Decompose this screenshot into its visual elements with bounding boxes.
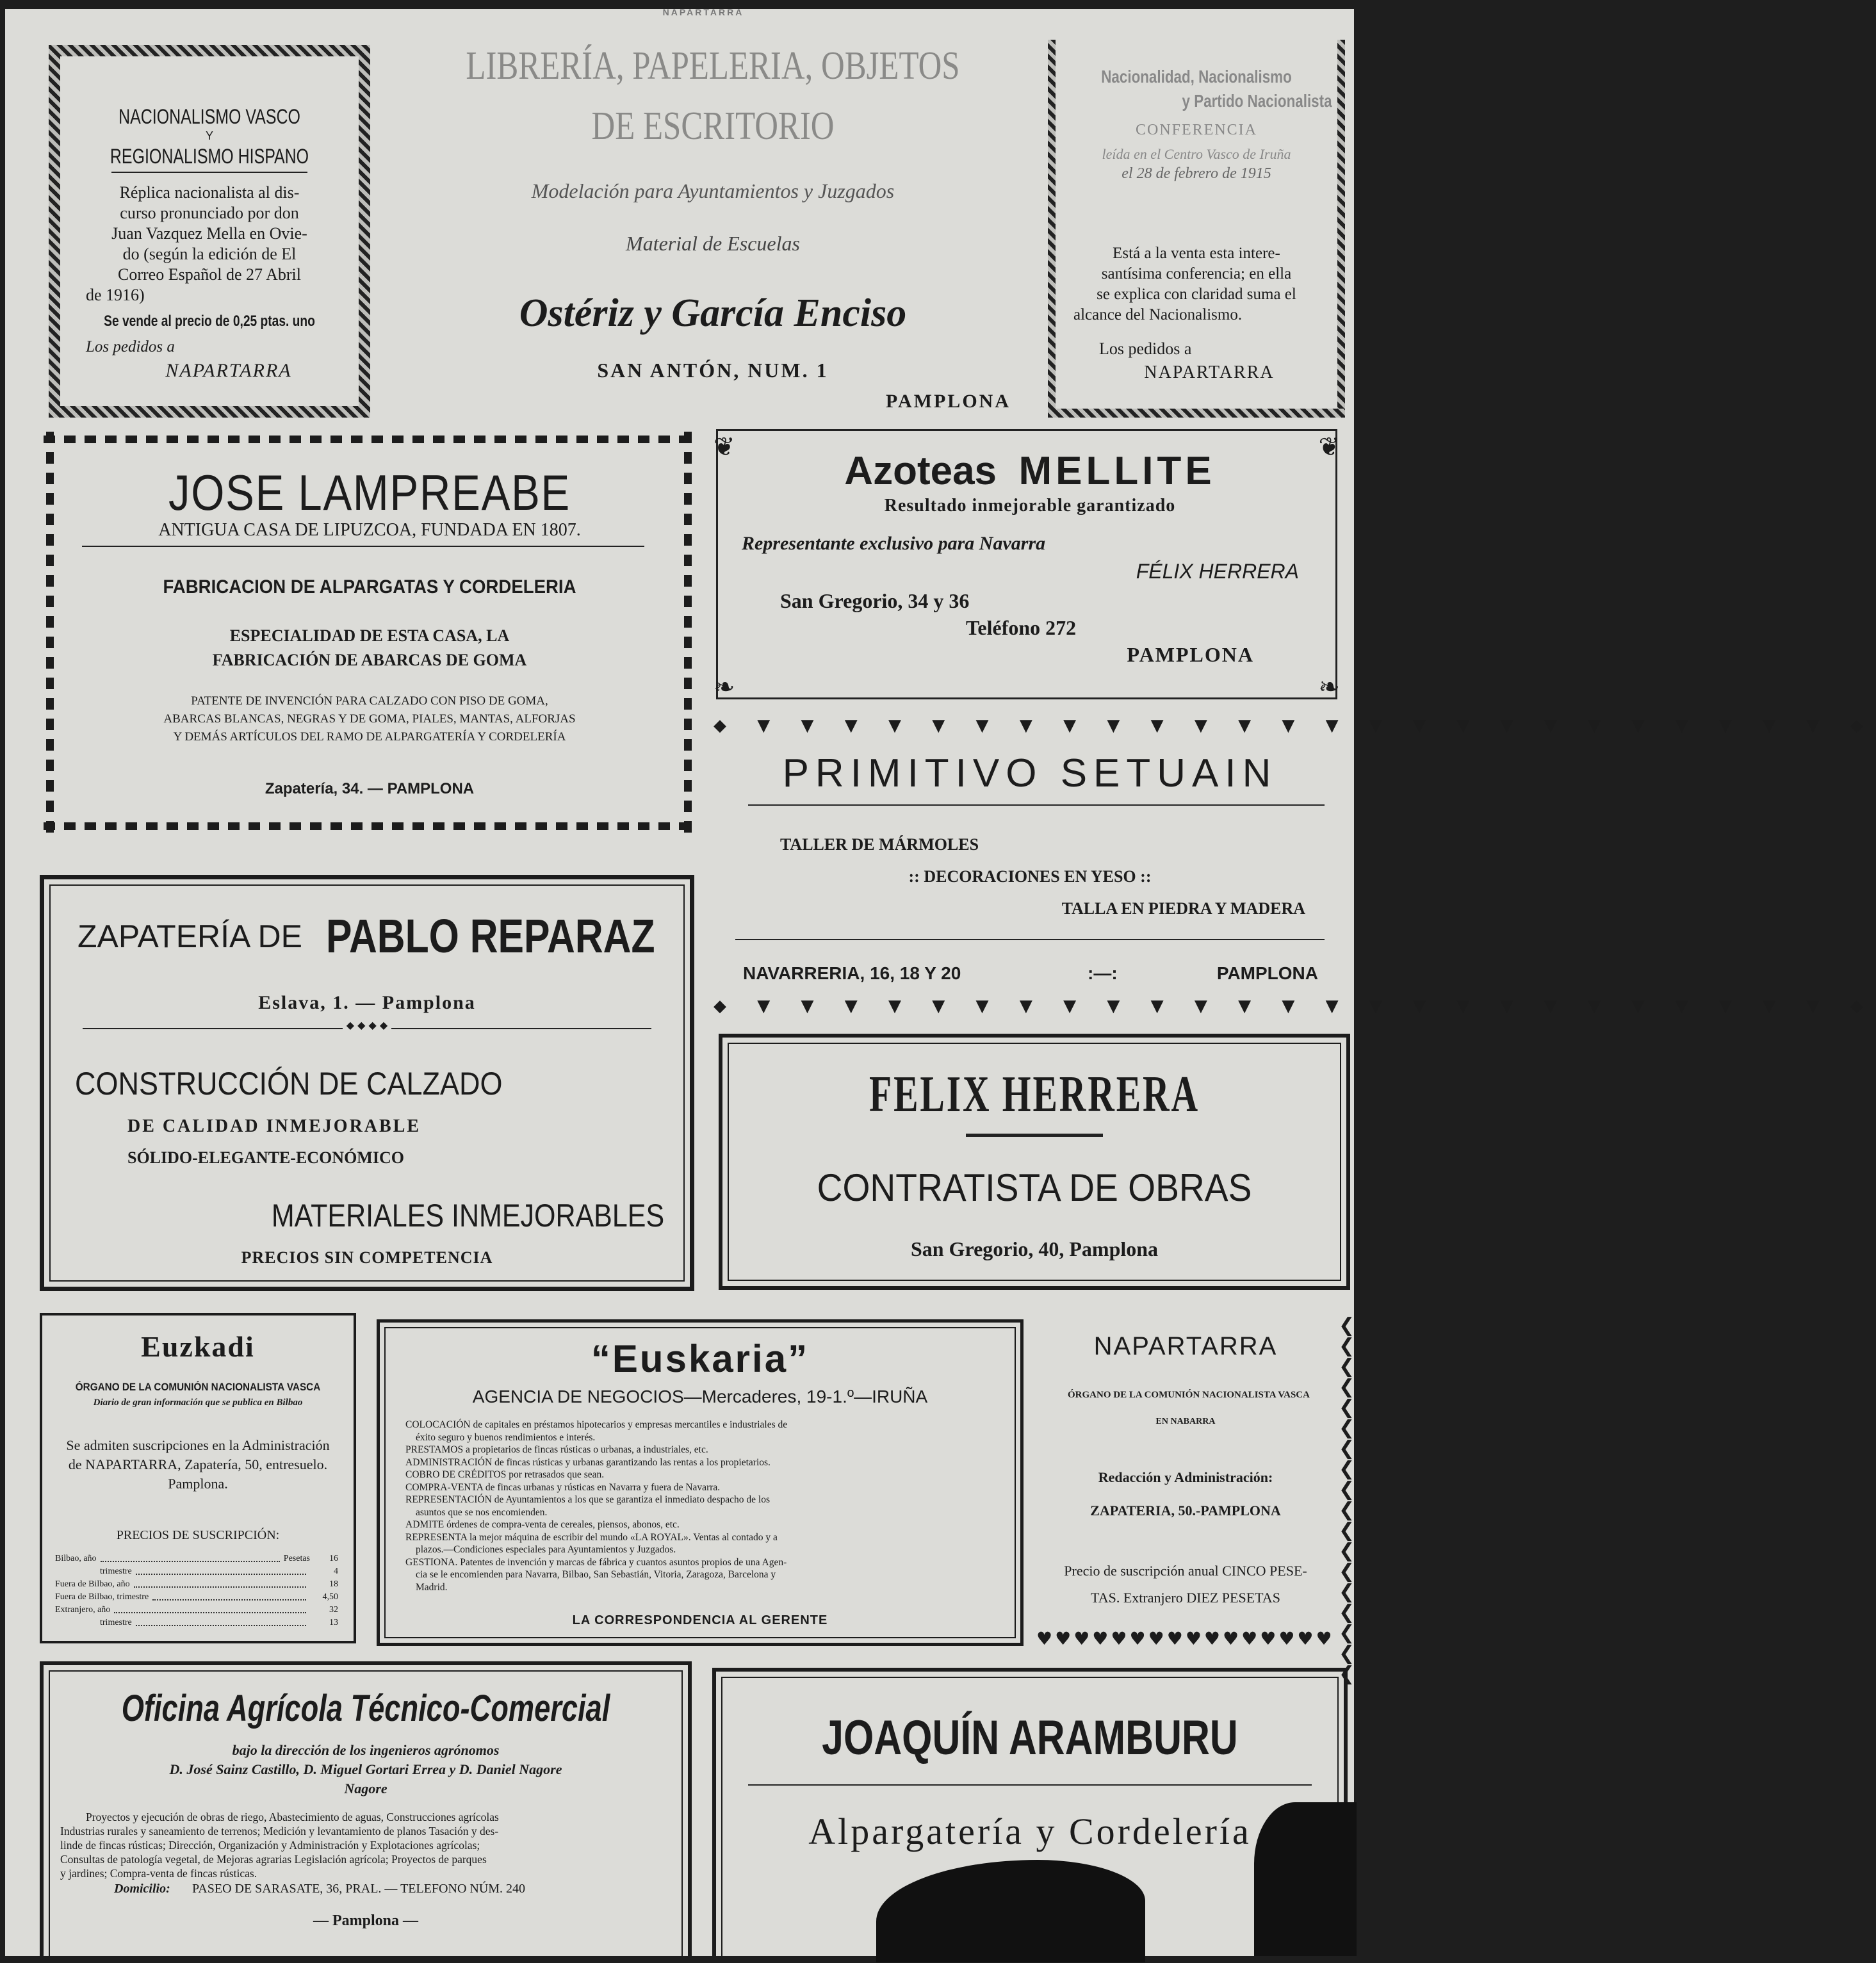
ad-nacionalismo-body-4: do (según la edición de El bbox=[122, 245, 297, 263]
ad-euskaria-items bbox=[405, 1419, 1001, 1593]
service-line: asuntos que se nos encomienden. bbox=[416, 1506, 548, 1518]
price-row bbox=[55, 1604, 338, 1617]
ad-reparaz-heading: CONSTRUCCIÓN DE CALZADO bbox=[75, 1066, 503, 1102]
ad-reparaz-sub-1: DE CALIDAD INMEJORABLE bbox=[127, 1116, 421, 1136]
ad-aramburu-rule bbox=[748, 1784, 1312, 1786]
ad-libreria-line-2: Material de Escuelas bbox=[626, 232, 800, 255]
service-line: REPRESENTA la mejor máquina de escribir del mundo «LA ROYAL». Ventas al contado y a bbox=[405, 1531, 778, 1543]
ad-lampreabe-patent-3: Y DEMÁS ARTÍCULOS DEL RAMO DE ALPARGATERÍA Y CORDELERÍA bbox=[173, 730, 566, 744]
ad-herrera-address: San Gregorio, 40, Pamplona bbox=[910, 1237, 1159, 1260]
price-value: 4 bbox=[334, 1567, 338, 1576]
ad-lampreabe-patent-2: ABARCAS BLANCAS, NEGRAS Y DE GOMA, PIALES, MANTAS, ALFORJAS bbox=[163, 712, 576, 726]
service-line: plazos.—Condiciones especiales para Ayuntamientos y Juzgados. bbox=[416, 1544, 676, 1555]
ad-napartarra-redaccion: Redacción y Administración: bbox=[1098, 1469, 1273, 1485]
ad-conferencia-read-1: leída en el Centro Vasco de Iruña bbox=[1102, 146, 1291, 162]
ad-nacionalismo-rule bbox=[111, 172, 307, 173]
ad-mellite-brand bbox=[710, 448, 1350, 494]
flourish-icon: ❧ bbox=[1318, 672, 1340, 701]
body-line: linde de fincas rústicas; Dirección, Organización y Administración y Explotaciones agrícolas; bbox=[60, 1839, 480, 1852]
price-row bbox=[55, 1578, 338, 1591]
diamond-ornament-icon bbox=[44, 1019, 690, 1031]
body-line: y jardines; Compra-venta de fincas rústicas. bbox=[60, 1867, 257, 1880]
ad-setuain-line-1: TALLER DE MÁRMOLES bbox=[780, 835, 979, 854]
scan-damage bbox=[1254, 1802, 1357, 1956]
ad-setuain-line-3: TALLA EN PIEDRA Y MADERA bbox=[1061, 899, 1305, 918]
ad-conferencia-to: NAPARTARRA bbox=[1144, 362, 1275, 382]
ad-herrera-rule bbox=[966, 1134, 1103, 1137]
ad-napartarra-price-1: Precio de suscripción anual CINCO PESE- bbox=[1064, 1563, 1307, 1579]
ad-mellite-brand-2: MELLITE bbox=[1018, 449, 1216, 493]
service-line: cia se le encomienden para Navarra, Bilbao, San Sebastián, Vitoria, Zaragoza, Barcelona y bbox=[416, 1569, 776, 1580]
ad-libreria-name: Ostériz y García Enciso bbox=[519, 291, 907, 335]
ad-euzkadi-prices-title: PRECIOS DE SUSCRIPCIÓN: bbox=[116, 1528, 280, 1542]
service-line: éxito seguro y buenos rendimientos e interés. bbox=[416, 1431, 596, 1443]
ad-lampreabe-special-2: FABRICACIÓN DE ABARCAS DE GOMA bbox=[212, 651, 527, 669]
price-value: 4,50 bbox=[322, 1592, 338, 1602]
service-line: ADMINISTRACIÓN de fincas rústicas y urbanas garantizando las rentas a los propietarios. bbox=[405, 1456, 771, 1468]
ad-nacionalismo-to: NAPARTARRA bbox=[165, 360, 292, 381]
ad-euzkadi bbox=[40, 1313, 356, 1643]
price-value: 18 bbox=[329, 1579, 338, 1589]
ad-oficina-title: Oficina Agrícola Técnico-Comercial bbox=[121, 1688, 610, 1729]
ad-euzkadi-subs-2: de NAPARTARRA, Zapatería, 50, entresuelo. bbox=[68, 1456, 328, 1472]
ad-reparaz-sub-2: SÓLIDO-ELEGANTE-ECONÓMICO bbox=[127, 1148, 404, 1167]
price-label: trimestre bbox=[100, 1567, 132, 1576]
ad-herrera-name: FELIX HERRERA bbox=[869, 1066, 1200, 1123]
ad-libreria-title-2: DE ESCRITORIO bbox=[591, 104, 835, 148]
price-row bbox=[55, 1617, 338, 1629]
ad-setuain-border-bottom: ◆ ▼ ▼ ▼ ▼ ▼ ▼ ▼ ▼ ▼ ▼ ▼ ▼ ▼ ▼ ▼ ▼ ▼ ▼ ▼ ▼ ▼ ▼ ▼ ▼ ▼ ◆ bbox=[714, 997, 1876, 1016]
ad-setuain-rule-2 bbox=[735, 939, 1325, 940]
price-value: 16 bbox=[329, 1554, 338, 1563]
ad-aramburu-trade: Alpargatería y Cordelería bbox=[808, 1811, 1252, 1852]
price-value: 32 bbox=[329, 1605, 338, 1615]
ad-napartarra bbox=[1036, 1314, 1355, 1685]
ad-mellite-city: PAMPLONA bbox=[1127, 643, 1254, 666]
flourish-icon: ❧ bbox=[714, 672, 735, 701]
ad-libreria-city: PAMPLONA bbox=[885, 391, 1011, 412]
service-line: COBRO DE CRÉDITOS por retrasados que sean. bbox=[405, 1469, 605, 1480]
ad-lampreabe-patent-1: PATENTE DE INVENCIÓN PARA CALZADO CON PISO DE GOMA, bbox=[191, 694, 548, 708]
service-line: COLOCACIÓN de capitales en préstamos hipotecarios y empresas mercantiles e industriales de bbox=[405, 1419, 788, 1430]
ad-euzkadi-subs-3: Pamplona. bbox=[168, 1476, 228, 1492]
ad-oficina-engineers-2: Nagore bbox=[344, 1780, 387, 1796]
price-label: Bilbao, año bbox=[55, 1554, 97, 1563]
ad-nacionalismo-title-1: NACIONALISMO VASCO bbox=[118, 105, 300, 128]
masthead-fragment: NAPARTARRA bbox=[662, 7, 744, 17]
ad-reparaz bbox=[40, 875, 694, 1291]
ad-mellite-border-bottom bbox=[716, 697, 1337, 699]
ad-lampreabe-subtitle: ANTIGUA CASA DE LIPUZCOA, FUNDADA EN 1807. bbox=[158, 520, 581, 540]
ad-herrera bbox=[719, 1034, 1350, 1290]
ad-euzkadi-daily: Diario de gran información que se publica en Bilbao bbox=[93, 1397, 303, 1408]
price-label: Extranjero, año bbox=[55, 1605, 111, 1615]
ad-libreria bbox=[389, 35, 1036, 419]
ad-nacionalismo-price: Se vende al precio de 0,25 ptas. uno bbox=[104, 313, 315, 330]
ad-lampreabe bbox=[44, 432, 696, 835]
ad-conferencia-title-1: Nacionalidad, Nacionalismo bbox=[1101, 67, 1292, 86]
price-label: trimestre bbox=[100, 1618, 132, 1627]
ad-nacionalismo-body-6: de 1916) bbox=[86, 286, 145, 304]
ad-mellite-address: San Gregorio, 34 y 36 bbox=[780, 589, 970, 612]
body-line: Industrias rurales y saneamiento de terrenos; Medición y levantamiento de planos Tasación y des- bbox=[60, 1825, 499, 1837]
ad-reparaz-prices: PRECIOS SIN COMPETENCIA bbox=[241, 1248, 493, 1267]
service-line: GESTIONA. Patentes de invención y marcas de fábrica y cuantos asuntos propios de una Agen- bbox=[405, 1556, 787, 1568]
ad-setuain-name: PRIMITIVO SETUAIN bbox=[782, 751, 1278, 795]
ad-conferencia-border-right bbox=[1337, 40, 1345, 418]
ad-lampreabe-special-1: ESPECIALIDAD DE ESTA CASA, LA bbox=[229, 626, 510, 645]
price-row bbox=[55, 1552, 338, 1565]
ad-conferencia-body-1: Está a la venta esta intere- bbox=[1113, 245, 1280, 262]
ad-reparaz-title-a: ZAPATERÍA DE bbox=[77, 918, 303, 954]
ad-oficina-direction: bajo la dirección de los ingenieros agrónomos bbox=[232, 1742, 500, 1758]
ad-setuain-sep: :—: bbox=[1088, 963, 1118, 983]
ad-euskaria-subtitle: AGENCIA DE NEGOCIOS—Mercaderes, 19-1.º—IRUÑA bbox=[472, 1387, 928, 1406]
ad-lampreabe-border-top bbox=[44, 436, 696, 443]
ad-setuain-border-top: ◆ ▼ ▼ ▼ ▼ ▼ ▼ ▼ ▼ ▼ ▼ ▼ ▼ ▼ ▼ ▼ ▼ ▼ ▼ ▼ ▼ ▼ ▼ ▼ ▼ ▼ ◆ bbox=[714, 716, 1876, 735]
price-label: Fuera de Bilbao, año bbox=[55, 1579, 130, 1589]
flourish-icon: ❦ bbox=[1318, 432, 1340, 461]
price-value: 13 bbox=[329, 1618, 338, 1627]
ad-napartarra-title: NAPARTARRA bbox=[1093, 1332, 1278, 1360]
ad-napartarra-border-right: ❮ ❮ ❮ ❮ ❮ ❮ ❮ ❮ ❮ ❮ ❮ ❮ ❮ ❮ ❮ ❮ ❮ ❮ bbox=[1339, 1314, 1355, 1685]
service-line: Madrid. bbox=[416, 1581, 448, 1593]
ad-oficina-engineers-1: D. José Sainz Castillo, D. Miguel Gortari Errea y D. Daniel Nagore bbox=[169, 1761, 562, 1777]
ad-conferencia-read-2: el 28 de febrero de 1915 bbox=[1122, 165, 1271, 182]
ad-libreria-title-1: LIBRERÍA, PAPELERIA, OBJETOS bbox=[466, 44, 960, 88]
ad-setuain-line-2: :: DECORACIONES EN YESO :: bbox=[908, 867, 1152, 886]
ad-reparaz-materials: MATERIALES INMEJORABLES bbox=[271, 1198, 664, 1234]
ad-setuain-rule bbox=[748, 804, 1325, 806]
ad-aramburu-name: JOAQUÍN ARAMBURU bbox=[822, 1711, 1238, 1765]
ad-reparaz-title-b: PABLO REPARAZ bbox=[326, 909, 655, 963]
flourish-icon: ❦ bbox=[714, 432, 735, 461]
ad-lampreabe-address: Zapatería, 34. — PAMPLONA bbox=[265, 780, 475, 797]
ad-nacionalismo-title-2: REGIONALISMO HISPANO bbox=[110, 145, 309, 168]
price-label: Fuera de Bilbao, trimestre bbox=[55, 1592, 149, 1602]
ad-conferencia-body-4: alcance del Nacionalismo. bbox=[1073, 306, 1243, 323]
ad-napartarra-address: ZAPATERIA, 50.-PAMPLONA bbox=[1090, 1503, 1281, 1519]
ad-lampreabe-border-bottom bbox=[44, 822, 696, 830]
ad-lampreabe-rule bbox=[82, 546, 644, 547]
body-line: Proyectos y ejecución de obras de riego, Abastecimiento de aguas, Construcciones agrícolas bbox=[86, 1811, 499, 1823]
ad-oficina-agricola bbox=[40, 1661, 692, 1956]
ad-lampreabe-name: JOSE LAMPREABE bbox=[168, 464, 571, 521]
ad-conferencia-body-2: santísima conferencia; en ella bbox=[1101, 265, 1292, 282]
ad-setuain-address: NAVARRERIA, 16, 18 Y 20 bbox=[743, 963, 961, 983]
ad-setuain-city: PAMPLONA bbox=[1216, 963, 1318, 983]
ad-mellite-border-top bbox=[716, 429, 1337, 431]
ad-oficina-body bbox=[60, 1810, 675, 1880]
ad-conferencia-border-left bbox=[1048, 40, 1056, 418]
ad-oficina-domicilio-label: Domicilio: bbox=[114, 1882, 170, 1896]
ad-euskaria-footer: LA CORRESPONDENCIA AL GERENTE bbox=[572, 1613, 828, 1627]
ad-mellite-rep: Representante exclusivo para Navarra bbox=[742, 533, 1046, 554]
ad-conferencia-body-3: se explica con claridad suma el bbox=[1097, 286, 1296, 303]
ad-mellite bbox=[710, 425, 1350, 707]
ad-libreria-address: SAN ANTÓN, NUM. 1 bbox=[597, 359, 829, 382]
ad-nacionalismo-vasco bbox=[49, 45, 370, 418]
ad-nacionalismo-body-5: Correo Español de 27 Abril bbox=[118, 265, 301, 284]
service-line: REPRESENTACIÓN de Ayuntamientos a los que se garantiza el inmediato despacho de los bbox=[405, 1494, 770, 1505]
ad-reparaz-address: Eslava, 1. — Pamplona bbox=[258, 992, 476, 1013]
service-line: ADMITE órdenes de compra-venta de cereales, piensos, abonos, etc. bbox=[405, 1519, 680, 1530]
ad-conferencia-label: CONFERENCIA bbox=[1135, 122, 1257, 138]
ad-mellite-phone: Teléfono 272 bbox=[966, 616, 1077, 639]
ad-mellite-name: FÉLIX HERRERA bbox=[1136, 560, 1299, 583]
price-currency: Pesetas bbox=[283, 1554, 310, 1563]
ad-nacionalismo-title-y: Y bbox=[205, 129, 213, 142]
ad-euzkadi-price-table bbox=[55, 1552, 338, 1629]
service-line: COMPRA-VENTA de fincas urbanas y rústicas en Navarra y fuera de Navarra. bbox=[405, 1481, 721, 1493]
ad-nacionalismo-body-1: Réplica nacionalista al dis- bbox=[119, 183, 300, 202]
ad-napartarra-price-2: TAS. Extranjero DIEZ PESETAS bbox=[1091, 1590, 1280, 1606]
ad-euzkadi-organ: ÓRGANO DE LA COMUNIÓN NACIONALISTA VASCA bbox=[75, 1381, 321, 1393]
price-row bbox=[55, 1565, 338, 1578]
ad-libreria-line-1: Modelación para Ayuntamientos y Juzgados bbox=[531, 179, 895, 202]
ad-napartarra-organ-2: EN NABARRA bbox=[1155, 1417, 1216, 1426]
ad-oficina-domicilio: PASEO DE SARASATE, 36, PRAL. — TELEFONO NÚM. 240 bbox=[192, 1882, 526, 1896]
ad-lampreabe-heading: FABRICACION DE ALPARGATAS Y CORDELERIA bbox=[163, 576, 576, 598]
ad-napartarra-border-bottom: ♥♥♥♥♥♥♥♥♥♥♥♥♥♥♥♥ bbox=[1036, 1628, 1335, 1649]
ad-euskaria bbox=[377, 1319, 1024, 1646]
ad-napartarra-organ-1: ÓRGANO DE LA COMUNIÓN NACIONALISTA VASCA bbox=[1068, 1390, 1310, 1400]
ad-nacionalismo-body-2: curso pronunciado por don bbox=[120, 204, 299, 222]
ad-conferencia-border-bottom bbox=[1048, 409, 1345, 418]
ad-nacionalismo-body-3: Juan Vazquez Mella en Ovie- bbox=[111, 224, 307, 243]
ad-herrera-role: CONTRATISTA DE OBRAS bbox=[817, 1166, 1252, 1209]
ad-conferencia-title-2: y Partido Nacionalista bbox=[1182, 91, 1332, 111]
body-line: Consultas de patología vegetal, de Mejoras agrarias Legislación agrícola; Proyectos de parques bbox=[60, 1853, 487, 1866]
price-row bbox=[55, 1591, 338, 1604]
service-line: PRESTAMOS a propietarios de fincas rústicas o urbanas, a industriales, etc. bbox=[405, 1444, 708, 1455]
ad-oficina-city: — Pamplona — bbox=[313, 1912, 418, 1929]
ad-nacionalismo-orders: Los pedidos a bbox=[86, 338, 175, 355]
ad-mellite-tagline: Resultado inmejorable garantizado bbox=[884, 496, 1176, 516]
ad-mellite-brand-1: Azoteas bbox=[844, 449, 997, 493]
ad-conferencia bbox=[1048, 40, 1345, 418]
ad-setuain bbox=[710, 713, 1876, 1021]
ad-conferencia-orders: Los pedidos a bbox=[1099, 339, 1192, 358]
ad-euzkadi-subs-1: Se admiten suscripciones en la Administración bbox=[66, 1437, 330, 1453]
ad-euskaria-title: “Euskaria” bbox=[591, 1337, 810, 1380]
ad-reparaz-ornament: ◆ ◆ ◆ ◆ bbox=[343, 1019, 391, 1031]
newspaper-page bbox=[5, 7, 1876, 1956]
ad-euzkadi-title: Euzkadi bbox=[141, 1330, 255, 1363]
